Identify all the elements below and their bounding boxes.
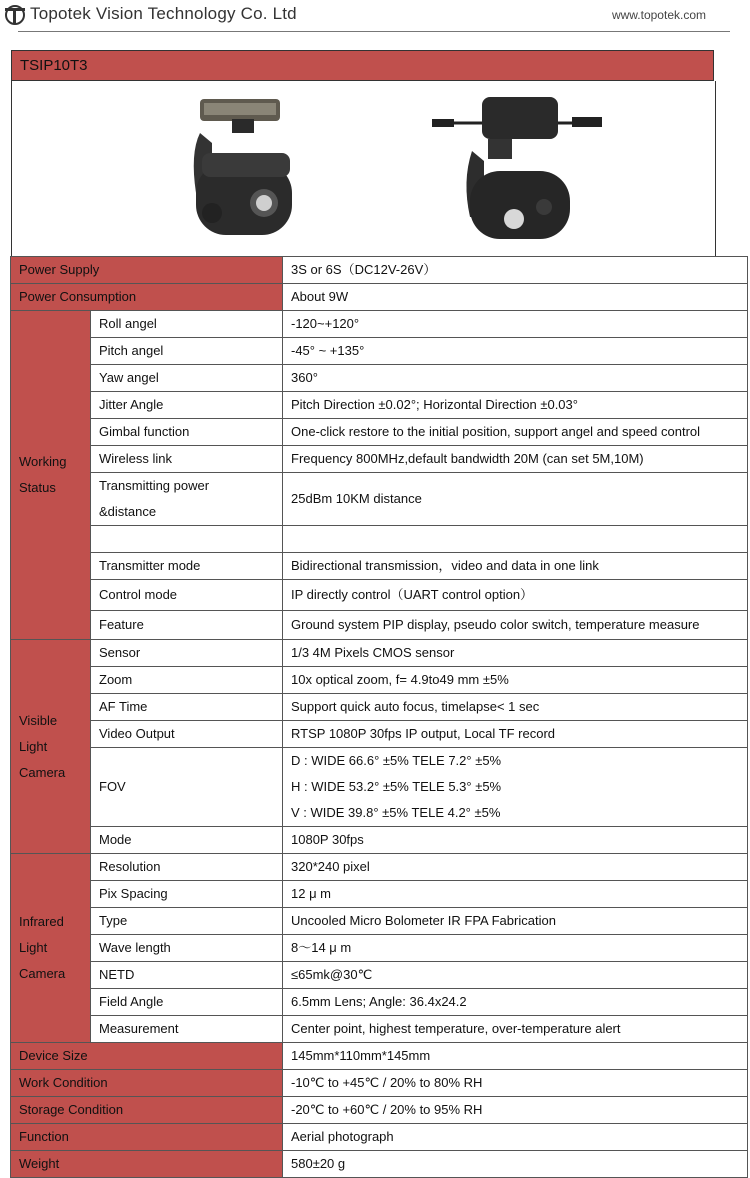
table-row [11, 989, 748, 1016]
table-row [11, 854, 748, 881]
spec-label: Storage Condition [11, 1097, 283, 1124]
table-row [11, 640, 748, 667]
spec-value: 25dBm 10KM distance [283, 473, 748, 526]
spec-label-line: Transmitting power [99, 478, 210, 493]
spec-label: Yaw angel [91, 365, 283, 392]
spec-value: Pitch Direction ±0.02°; Horizontal Direction ±0.03° [283, 392, 748, 419]
group-infrared-camera [11, 854, 91, 1043]
table-row [11, 611, 748, 640]
spec-value: About 9W [283, 284, 748, 311]
spec-label: Video Output [91, 721, 283, 748]
table-row [11, 392, 748, 419]
table-row [11, 694, 748, 721]
spec-label: Pix Spacing [91, 881, 283, 908]
spec-label: Control mode [91, 580, 283, 611]
spec-label: Zoom [91, 667, 283, 694]
table-row [11, 1043, 748, 1070]
table-row [11, 1124, 748, 1151]
spec-value: 10x optical zoom, f= 4.9to49 mm ±5% [283, 667, 748, 694]
spec-label: Resolution [91, 854, 283, 881]
table-row [11, 473, 748, 526]
spec-label: Function [11, 1124, 283, 1151]
fov-line: V : WIDE 39.8° ±5% TELE 4.2° ±5% [291, 805, 501, 820]
spec-value: 580±20 g [283, 1151, 748, 1178]
empty-cell [91, 526, 283, 553]
spec-value: 12 μ m [283, 881, 748, 908]
spec-value [283, 748, 748, 827]
spec-label: Type [91, 908, 283, 935]
table-row [11, 908, 748, 935]
product-photos [11, 81, 716, 257]
spec-label: Power Consumption [11, 284, 283, 311]
spec-label-line: &distance [99, 504, 157, 519]
spec-value: -45° ~ +135° [283, 338, 748, 365]
company-name: Topotek Vision Technology Co. Ltd [30, 4, 297, 23]
spec-label: Device Size [11, 1043, 283, 1070]
spec-label: Transmitter mode [91, 553, 283, 580]
group-label: Camera [19, 764, 66, 780]
spec-value: 3S or 6S（DC12V-26V） [283, 257, 748, 284]
spec-label: Field Angle [91, 989, 283, 1016]
spec-value: 1/3 4M Pixels CMOS sensor [283, 640, 748, 667]
fov-line: D : WIDE 66.6° ±5% TELE 7.2° ±5% [291, 753, 502, 768]
spec-value: 1080P 30fps [283, 827, 748, 854]
spec-label: NETD [91, 962, 283, 989]
spec-label: Jitter Angle [91, 392, 283, 419]
gimbal-front-photo [182, 93, 312, 243]
table-row [11, 311, 748, 338]
spec-value: 320*240 pixel [283, 854, 748, 881]
spec-value: -120~+120° [283, 311, 748, 338]
empty-cell [283, 526, 748, 553]
product-model: TSIP10T3 [20, 57, 88, 74]
table-row [11, 962, 748, 989]
spec-label: Wave length [91, 935, 283, 962]
spec-label: Feature [91, 611, 283, 640]
group-label: Visible [19, 712, 58, 728]
product-title-bar [11, 50, 714, 81]
fov-line: H : WIDE 53.2° ±5% TELE 5.3° ±5% [291, 779, 502, 794]
spec-label: FOV [91, 748, 283, 827]
spec-table [10, 256, 748, 1178]
table-row [11, 365, 748, 392]
table-row [11, 1016, 748, 1043]
spec-label: Gimbal function [91, 419, 283, 446]
group-label: Light [19, 738, 48, 754]
spec-value: Center point, highest temperature, over-temperature alert [283, 1016, 748, 1043]
spec-value: IP directly control（UART control option） [283, 580, 748, 611]
group-label: Status [19, 480, 56, 495]
spec-value: ≤65mk@30℃ [283, 962, 748, 989]
table-row [11, 1151, 748, 1178]
spec-label: Work Condition [11, 1070, 283, 1097]
group-label: Working [19, 454, 67, 469]
group-label: Camera [19, 966, 66, 981]
spec-label: Wireless link [91, 446, 283, 473]
website-link[interactable]: www.topotek.com [611, 8, 706, 22]
spec-label [91, 473, 283, 526]
spec-value: Ground system PIP display, pseudo color switch, temperature measure [283, 611, 748, 640]
spec-value: Support quick auto focus, timelapse< 1 sec [283, 694, 748, 721]
spec-value: 8～14 μ m [283, 935, 748, 962]
group-label: Light [19, 940, 48, 955]
table-row [11, 935, 748, 962]
spec-value: Uncooled Micro Bolometer IR FPA Fabrication [283, 908, 748, 935]
spec-value: -20℃ to +60℃ / 20% to 95% RH [283, 1097, 748, 1124]
page-header [0, 0, 750, 32]
table-row [11, 667, 748, 694]
spec-value: 145mm*110mm*145mm [283, 1043, 748, 1070]
table-row [11, 284, 748, 311]
table-row [11, 257, 748, 284]
spec-label: Roll angel [91, 311, 283, 338]
spec-value: 6.5mm Lens; Angle: 36.4x24.2 [283, 989, 748, 1016]
spec-label: AF Time [91, 694, 283, 721]
table-row [11, 1097, 748, 1124]
table-row [11, 748, 748, 827]
spec-value: RTSP 1080P 30fps IP output, Local TF record [283, 721, 748, 748]
table-row [11, 881, 748, 908]
table-row [11, 580, 748, 611]
group-label: Infrared [19, 914, 64, 929]
gimbal-side-photo [422, 91, 612, 246]
group-working-status [11, 311, 91, 640]
spec-label: Weight [11, 1151, 283, 1178]
spec-value: Aerial photograph [283, 1124, 748, 1151]
spec-label: Sensor [91, 640, 283, 667]
spec-label: Mode [91, 827, 283, 854]
spec-value: One-click restore to the initial position, support angel and speed control [283, 419, 748, 446]
spec-value: Frequency 800MHz,default bandwidth 20M (can set 5M,10M) [283, 446, 748, 473]
spec-value: Bidirectional transmission，video and data in one link [283, 553, 748, 580]
table-row [11, 721, 748, 748]
table-row-empty [11, 526, 748, 553]
topotek-logo-icon [3, 3, 29, 27]
table-row [11, 1070, 748, 1097]
table-row [11, 446, 748, 473]
group-visible-camera [11, 640, 91, 854]
spec-label: Measurement [91, 1016, 283, 1043]
table-row [11, 827, 748, 854]
spec-value: -10℃ to +45℃ / 20% to 80% RH [283, 1070, 748, 1097]
table-row [11, 338, 748, 365]
table-row [11, 553, 748, 580]
table-row [11, 419, 748, 446]
header-divider [18, 31, 730, 32]
spec-label: Power Supply [11, 257, 283, 284]
spec-value: 360° [283, 365, 748, 392]
spec-label: Pitch angel [91, 338, 283, 365]
